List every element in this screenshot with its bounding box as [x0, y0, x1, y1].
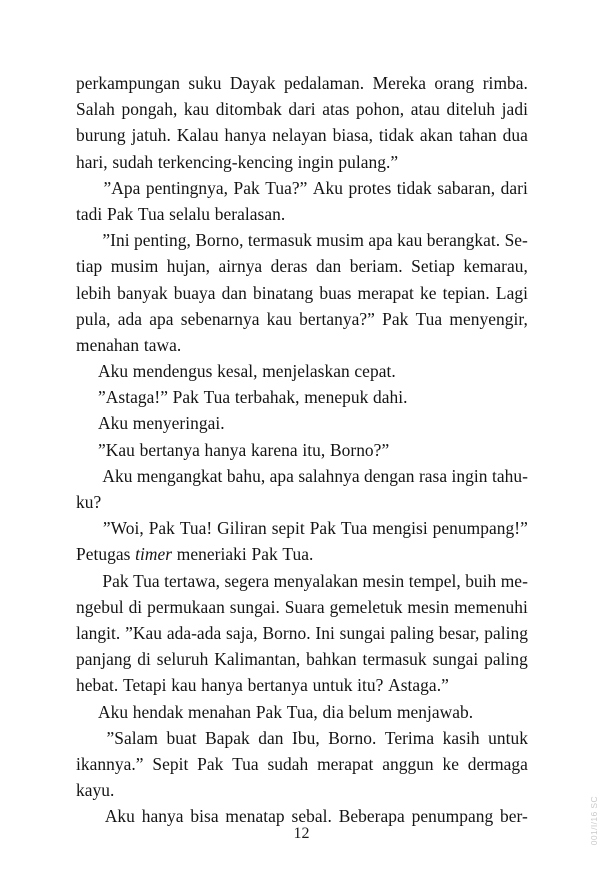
word: apa	[368, 230, 393, 251]
text-line	[76, 70, 528, 96]
word: pongah,	[121, 99, 178, 120]
word: termasuk	[362, 649, 427, 670]
word: Tua	[137, 203, 165, 224]
word: beralasan.	[214, 203, 286, 224]
word: biasa,	[332, 125, 373, 146]
word: karena	[251, 439, 298, 460]
word: pentingnya,	[145, 177, 229, 198]
word: dermaga	[467, 753, 528, 774]
word: menjelaskan	[262, 361, 350, 382]
word: ngebul	[76, 596, 124, 617]
page-number: 12	[293, 825, 310, 842]
word: Pak	[309, 518, 336, 539]
word: ke	[420, 282, 437, 303]
word: Tua,	[286, 701, 318, 722]
word: menatap	[225, 806, 285, 827]
word: pohon,	[356, 99, 405, 120]
word: banyak	[117, 282, 168, 303]
word: beriam.	[349, 256, 403, 277]
word: saja,	[226, 622, 258, 643]
text-line	[76, 410, 528, 436]
paragraph	[76, 463, 528, 515]
word: hari,	[76, 151, 108, 172]
word: Tua	[340, 518, 368, 539]
word: dan	[316, 256, 342, 277]
word: Pak	[148, 518, 175, 539]
word: Kalimantan,	[214, 649, 301, 670]
word: Borno.	[262, 622, 311, 643]
word: sungai	[339, 622, 386, 643]
word: Lagi	[495, 282, 528, 303]
word: Pak	[255, 701, 283, 722]
word: belum	[348, 701, 393, 722]
word: penting,	[134, 230, 191, 251]
word: Setiap	[411, 256, 455, 277]
word: itu?	[357, 675, 384, 696]
word: tepian.	[442, 282, 490, 303]
text-line	[76, 332, 528, 358]
word: terbahak,	[234, 387, 300, 408]
word: mengangkat	[136, 465, 223, 486]
paragraph	[76, 358, 528, 384]
word: Tua?”	[265, 177, 308, 198]
word: dari	[288, 99, 316, 120]
word: tawa.	[143, 334, 182, 355]
word: Tua.	[282, 544, 314, 565]
text-line	[76, 227, 528, 253]
word: paling	[390, 622, 434, 643]
word: atau	[410, 99, 440, 120]
text-line	[76, 568, 528, 594]
text-line	[76, 437, 528, 463]
paragraph	[76, 410, 528, 436]
word: hanya	[201, 675, 243, 696]
word: itu,	[302, 439, 326, 460]
word: akan	[419, 125, 453, 146]
word: hujan,	[166, 256, 211, 277]
word: ingin	[297, 151, 334, 172]
word: penumpang	[411, 806, 494, 827]
text-line	[76, 725, 528, 751]
word: Aku	[98, 413, 129, 434]
word: protes	[348, 177, 392, 198]
word: jadi	[501, 99, 528, 120]
word: merapat	[317, 753, 374, 774]
word: hanya	[141, 806, 184, 827]
word: apa	[269, 465, 294, 486]
word: jatuh.	[131, 125, 171, 146]
word: permukaan	[147, 596, 225, 617]
word: bertanya	[247, 675, 308, 696]
word: tempel,	[408, 570, 461, 591]
word: ”Kau	[125, 622, 163, 643]
paragraph	[76, 384, 528, 410]
word: anggun	[382, 753, 434, 774]
word: menyeringai.	[132, 413, 225, 434]
word: kau	[397, 230, 423, 251]
word: untuk	[312, 675, 353, 696]
word: memenuhi	[454, 596, 528, 617]
text-line	[76, 306, 528, 332]
word: bertanya	[139, 439, 200, 460]
word: nelayan	[272, 125, 327, 146]
word: Bapak	[205, 727, 250, 748]
word: sungai.	[229, 596, 280, 617]
paragraph	[76, 568, 528, 699]
word: tadi	[76, 203, 103, 224]
word: tidak	[396, 177, 432, 198]
word: seluruh	[156, 649, 209, 670]
word: menyengir,	[449, 308, 528, 329]
word: Pak	[197, 753, 224, 774]
word: gemeletuk	[329, 596, 403, 617]
word: hanya	[224, 125, 267, 146]
word: lebih	[76, 282, 112, 303]
word: menyalakan	[273, 570, 359, 591]
paragraph	[76, 70, 528, 175]
word: Pak	[106, 203, 134, 224]
word: kayu.	[76, 780, 115, 801]
word: sebal.	[291, 806, 332, 827]
word: cepat.	[354, 361, 396, 382]
word: menahan	[76, 334, 140, 355]
word: perkampungan	[76, 73, 180, 93]
word: suku	[188, 73, 222, 93]
word: mengisi	[372, 518, 428, 539]
word: mesin	[407, 596, 450, 617]
word: Borno,	[195, 230, 244, 251]
word: kau	[171, 675, 197, 696]
word: dua	[502, 125, 528, 146]
word: menepuk	[304, 387, 369, 408]
word: termasuk	[247, 230, 313, 251]
word: ada-ada	[166, 622, 222, 643]
text-line	[76, 201, 528, 227]
word: mesin	[362, 570, 405, 591]
word: selalu	[169, 203, 211, 224]
word: Dayak	[229, 73, 276, 93]
word: binatang	[252, 282, 314, 303]
word: dan	[258, 727, 284, 748]
word: buas	[319, 282, 352, 303]
word: apa	[149, 308, 174, 329]
word: pula,	[76, 308, 111, 329]
word: berangkat.	[426, 230, 501, 251]
word: Aku	[312, 177, 343, 198]
word: untuk	[488, 727, 528, 748]
word: langit.	[76, 622, 121, 643]
word: buaya	[173, 282, 216, 303]
word: sepit	[271, 518, 305, 539]
text-line	[76, 672, 528, 698]
paragraph	[76, 725, 528, 804]
word: menjawab.	[396, 701, 474, 722]
text-line	[76, 489, 528, 515]
word: Ibu,	[292, 727, 320, 748]
text-line	[76, 358, 528, 384]
word: tiap	[76, 256, 103, 277]
word: bahkan	[306, 649, 357, 670]
paragraph	[76, 699, 528, 725]
word: ku?	[76, 492, 102, 512]
word: dengan	[364, 465, 415, 486]
word: sudah	[112, 151, 154, 172]
word: buih	[465, 570, 497, 591]
word: Tua	[133, 570, 160, 591]
word: dia	[322, 701, 344, 722]
word: hanya	[204, 439, 247, 460]
word: kesal,	[217, 361, 258, 382]
word: ”Kau	[98, 439, 135, 460]
word: ditombak	[215, 99, 282, 120]
word: di	[128, 596, 143, 617]
word: pedalaman.	[283, 73, 365, 93]
word: orang	[434, 73, 475, 93]
word: ber-	[500, 806, 528, 827]
paragraph	[76, 227, 528, 358]
word: paling	[484, 622, 528, 643]
text-line	[76, 515, 528, 541]
word: Petugas	[76, 544, 131, 565]
word: me-	[500, 570, 528, 591]
word: besar,	[438, 622, 480, 643]
word: dahi.	[373, 387, 408, 408]
word: mendengus	[132, 361, 213, 382]
word: Borno.	[328, 727, 377, 748]
text-line	[76, 384, 528, 410]
word: sabaran,	[437, 177, 496, 198]
word: Aku	[98, 701, 129, 722]
word: Salah	[76, 99, 115, 120]
word: Tetapi	[123, 675, 167, 696]
text-line	[76, 541, 528, 567]
text-line	[76, 699, 528, 725]
word: salahnya	[298, 465, 360, 486]
paragraph	[76, 515, 528, 567]
word: atas	[322, 99, 350, 120]
word: Sepit	[152, 753, 189, 774]
word: Pak	[102, 570, 129, 591]
text-line	[76, 175, 528, 201]
italic-word: timer	[135, 544, 173, 565]
word: Tua!	[179, 518, 213, 539]
word: ke	[442, 753, 459, 774]
word: di	[137, 649, 151, 670]
text-line	[76, 149, 528, 175]
text-line	[76, 620, 528, 646]
word: Tua	[203, 387, 231, 408]
word: Tua	[232, 753, 259, 774]
word: kemarau,	[463, 256, 528, 277]
word: Mereka	[372, 73, 426, 93]
word: dari	[500, 177, 528, 198]
word: Ini	[315, 622, 335, 643]
word: Beberapa	[338, 806, 405, 827]
word: menahan	[188, 701, 252, 722]
word: hebat.	[76, 675, 119, 696]
word: tidak	[378, 125, 414, 146]
word: ikannya.”	[76, 753, 144, 774]
word: bertanya?”	[299, 308, 375, 329]
word: diteluh	[446, 99, 496, 120]
paragraph	[76, 437, 528, 463]
word: hendak	[132, 701, 184, 722]
word: ”Apa	[103, 177, 141, 198]
word: musim	[316, 230, 365, 251]
word: Pak	[382, 308, 409, 329]
word: rimba.	[482, 73, 528, 93]
word: burung	[76, 125, 126, 146]
text-line	[76, 463, 528, 489]
word: Terima	[384, 727, 435, 748]
text-line	[76, 646, 528, 672]
word: tahan	[458, 125, 497, 146]
word: Borno?”	[329, 439, 390, 460]
text-line	[76, 253, 528, 279]
text-line	[76, 96, 528, 122]
word: panjang	[76, 649, 132, 670]
word: Kalau	[176, 125, 219, 146]
word: Aku	[98, 361, 129, 382]
word: terkencing-kencing	[157, 151, 293, 172]
word: buat	[166, 727, 197, 748]
word: tertawa,	[164, 570, 221, 591]
word: penumpang!”	[432, 518, 528, 539]
word: ”Salam	[106, 727, 158, 748]
text-line	[76, 777, 528, 803]
word: airnya	[218, 256, 263, 277]
text-line	[76, 122, 528, 148]
word: ada	[117, 308, 143, 329]
word: Se-	[504, 230, 528, 251]
word: tahu-	[491, 465, 528, 486]
word: Giliran	[217, 518, 267, 539]
word: paling	[484, 649, 528, 670]
word: Tua	[415, 308, 443, 329]
word: ”Astaga!”	[98, 387, 168, 408]
word: ”Ini	[102, 230, 130, 251]
word: Pak	[233, 177, 260, 198]
word: musim	[110, 256, 159, 277]
text-line	[76, 280, 528, 306]
word: Astaga.”	[388, 675, 449, 696]
word: merapat	[357, 282, 414, 303]
text-line	[76, 594, 528, 620]
word: deras	[270, 256, 308, 277]
word: bisa	[190, 806, 219, 827]
word: Aku	[102, 465, 133, 486]
word: kasih	[442, 727, 480, 748]
word: pulang.”	[338, 151, 399, 172]
text-line	[76, 751, 528, 777]
word: ingin	[451, 465, 488, 486]
word: Aku	[104, 806, 135, 827]
word: kau	[183, 99, 210, 120]
word: Pak	[172, 387, 199, 408]
word: sebenarnya	[180, 308, 260, 329]
word: sudah	[267, 753, 309, 774]
paragraph	[76, 175, 528, 227]
word: ”Woi,	[102, 518, 144, 539]
word: Suara	[284, 596, 325, 617]
word: meneriaki	[176, 544, 247, 565]
word: bahu,	[226, 465, 266, 486]
word: segera	[224, 570, 270, 591]
body-text	[76, 70, 528, 829]
word: rasa	[418, 465, 448, 486]
word: sungai	[432, 649, 479, 670]
word: dan	[221, 282, 247, 303]
word: Pak	[251, 544, 278, 565]
margin-print-code: 001/I/16 SC	[589, 796, 599, 846]
word: kau	[266, 308, 292, 329]
